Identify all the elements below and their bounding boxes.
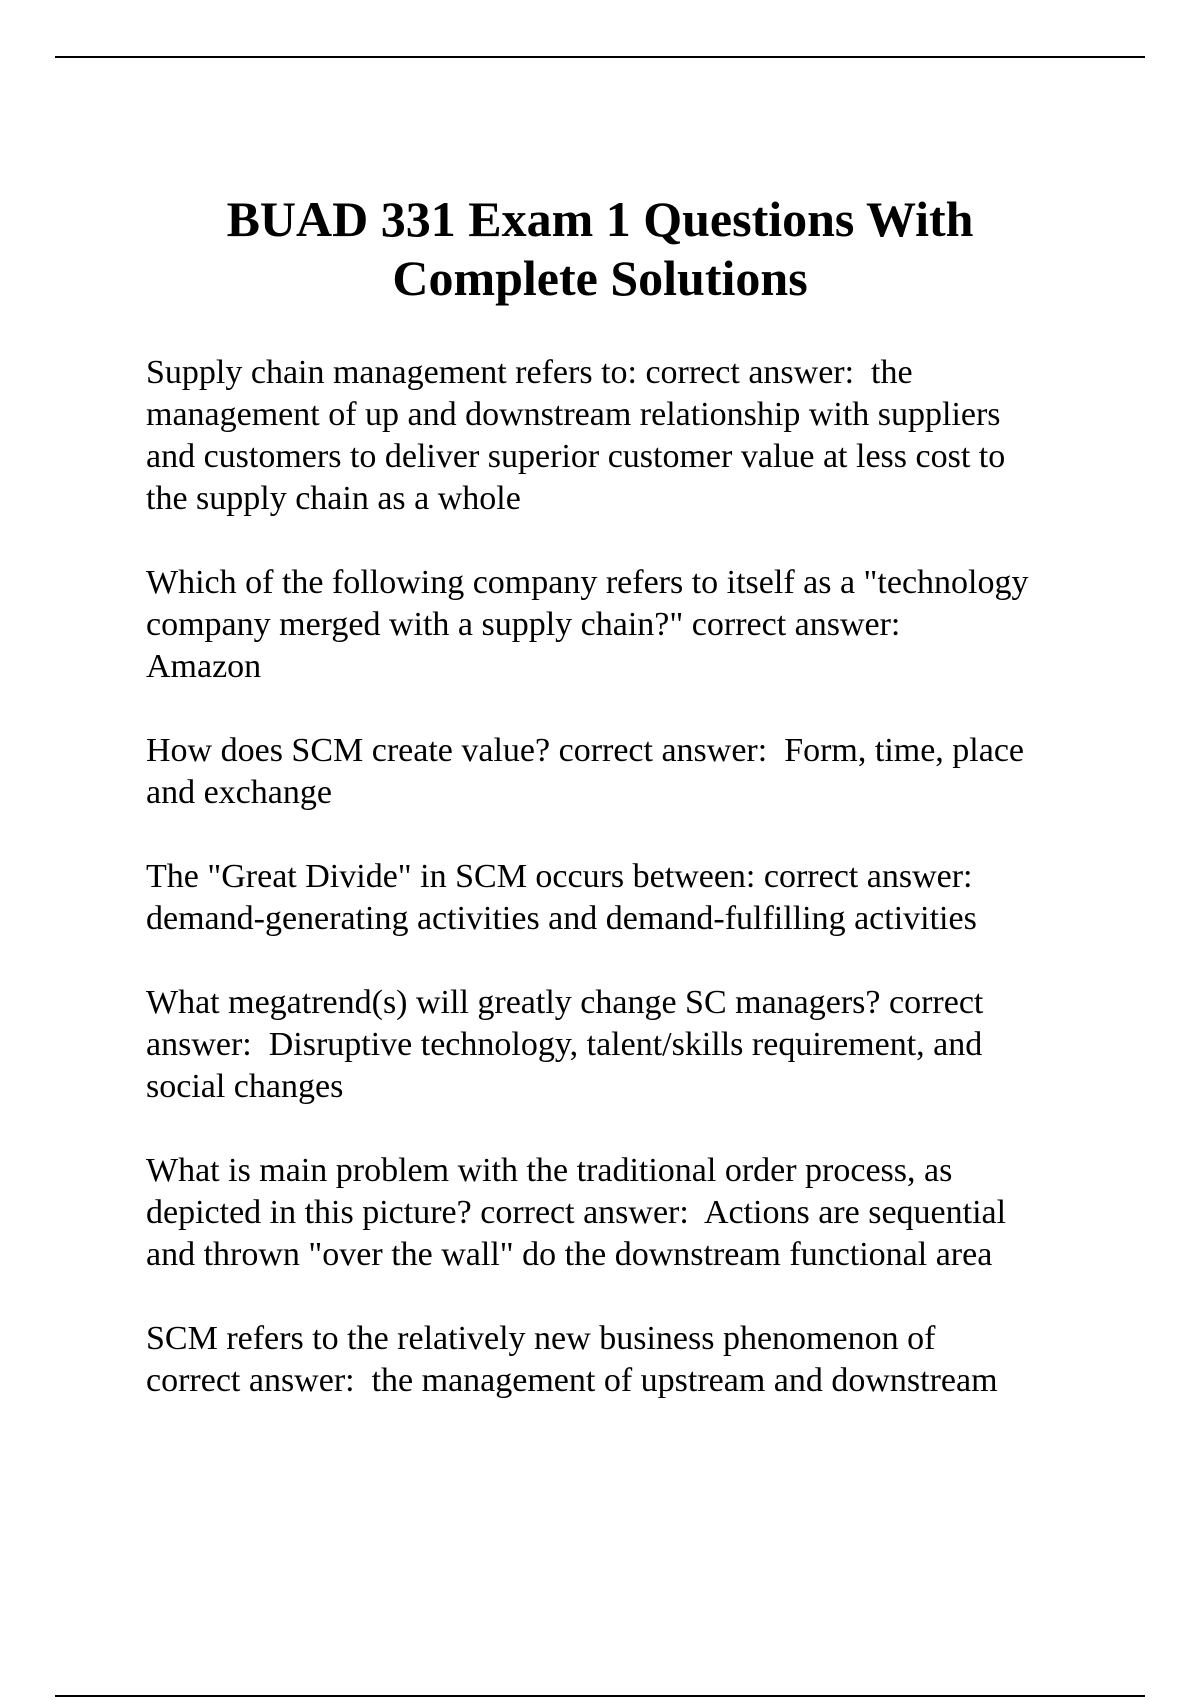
top-rule	[55, 56, 1145, 58]
bottom-rule	[55, 1695, 1145, 1697]
qa-text-line: depicted in this picture? correct answer: Actions are sequential	[146, 1194, 1007, 1231]
qa-text-line: SCM refers to the relatively new business phenomenon of	[146, 1320, 936, 1357]
title-line: Complete Solutions	[392, 250, 808, 306]
qa-text-line: correct answer: the management of upstream and downstream	[146, 1362, 998, 1399]
qa-list	[146, 352, 1106, 1444]
qa-text-line: Amazon	[146, 648, 262, 685]
qa-text-line: answer: Disruptive technology, talent/skills requirement, and	[146, 1026, 983, 1063]
page-title	[120, 190, 1080, 308]
qa-text-line: social changes	[146, 1068, 344, 1105]
qa-text-line: company merged with a supply chain?" correct answer:	[146, 606, 901, 643]
qa-text-line: How does SCM create value? correct answer: Form, time, place	[146, 732, 1025, 769]
qa-text-line: and thrown "over the wall" do the downstream functional area	[146, 1236, 993, 1273]
qa-text-line: Which of the following company refers to itself as a "technology	[146, 564, 1029, 601]
qa-text-line: management of up and downstream relationship with suppliers	[146, 396, 1001, 433]
qa-text-line: and customers to deliver superior customer value at less cost to	[146, 438, 1006, 475]
qa-item	[146, 856, 1106, 940]
qa-text-line: the supply chain as a whole	[146, 480, 521, 517]
qa-item	[146, 730, 1106, 814]
qa-item	[146, 562, 1106, 688]
qa-text-line: Supply chain management refers to: correct answer: the	[146, 354, 913, 391]
qa-text-line: What is main problem with the traditional order process, as	[146, 1152, 953, 1189]
qa-item	[146, 1150, 1106, 1276]
qa-text-line: The "Great Divide" in SCM occurs between: correct answer:	[146, 858, 973, 895]
qa-text-line: What megatrend(s) will greatly change SC managers? correct	[146, 984, 984, 1021]
qa-item	[146, 352, 1106, 520]
qa-text-line: demand-generating activities and demand-fulfilling activities	[146, 900, 977, 937]
title-line: BUAD 331 Exam 1 Questions With	[226, 191, 974, 247]
qa-item	[146, 982, 1106, 1108]
qa-item	[146, 1318, 1106, 1402]
qa-text-line: and exchange	[146, 774, 332, 811]
